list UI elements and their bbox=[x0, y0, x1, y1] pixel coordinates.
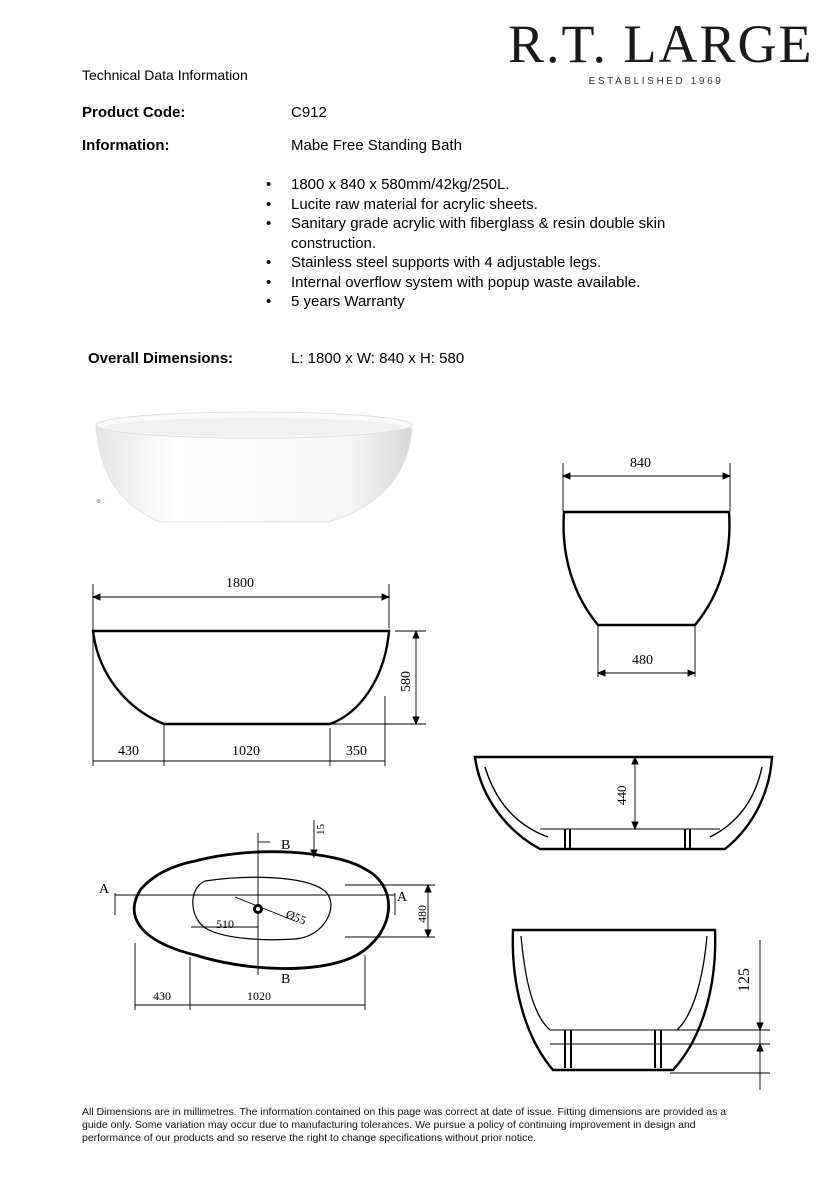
footer-disclaimer: All Dimensions are in millimetres. The information contained on this page was correct at date of issue. Fitting dimensions are provided as a guide only. Some variation may occur due to manufacturing tolerances. We pursue a policy of continuing improvement in design and performance of our products and so reserve the right to change specifications without prior notice. bbox=[82, 1106, 727, 1144]
overall-dimensions-label: Overall Dimensions: bbox=[88, 350, 234, 367]
section-marker-a-left: A bbox=[99, 882, 110, 897]
dim-leg-height: 125 bbox=[736, 968, 753, 992]
dim-side-left: 430 bbox=[118, 744, 139, 759]
dim-plan-left: 430 bbox=[153, 989, 171, 1003]
dim-plan-base: 1020 bbox=[247, 989, 271, 1003]
information-value: Mabe Free Standing Bath bbox=[291, 137, 462, 154]
section-a-drawing bbox=[470, 745, 780, 865]
brand-name: R.T. LARGE bbox=[508, 14, 814, 74]
dim-plan-drain-offset: 510 bbox=[216, 917, 234, 931]
brand-established: ESTABLISHED 1969 bbox=[588, 76, 724, 87]
side-elevation-drawing bbox=[80, 568, 430, 773]
spec-item: • Lucite raw material for acrylic sheets. bbox=[258, 195, 718, 215]
plan-view-drawing bbox=[95, 815, 445, 1015]
dim-plan-rim-offset: 15 bbox=[315, 824, 327, 835]
dim-side-height: 580 bbox=[399, 671, 414, 692]
information-label: Information: bbox=[82, 137, 170, 154]
spec-item: • 5 years Warranty bbox=[258, 292, 718, 312]
spec-list bbox=[258, 175, 718, 312]
document-title: Technical Data Information bbox=[82, 67, 248, 83]
bath-product-photo bbox=[90, 405, 420, 540]
dim-side-base: 1020 bbox=[232, 744, 260, 759]
spec-item: • Internal overflow system with popup waste available. bbox=[258, 273, 718, 293]
spec-item: • Sanitary grade acrylic with fiberglass & resin double skin construction. bbox=[258, 214, 718, 253]
overall-dimensions-value: L: 1800 x W: 840 x H: 580 bbox=[291, 350, 465, 367]
section-b-drawing bbox=[505, 920, 780, 1095]
dim-side-right: 350 bbox=[346, 744, 367, 759]
dim-end-width: 840 bbox=[630, 456, 651, 471]
section-marker-a-right: A bbox=[397, 890, 408, 905]
dim-plan-waste: Ø55 bbox=[283, 906, 309, 928]
spec-item: • Stainless steel supports with 4 adjustable legs. bbox=[258, 253, 718, 273]
spec-item: • 1800 x 840 x 580mm/42kg/250L. bbox=[258, 175, 718, 195]
product-code-label: Product Code: bbox=[82, 104, 186, 121]
dim-section-depth: 440 bbox=[614, 785, 629, 805]
product-code-value: C912 bbox=[291, 104, 327, 121]
brand-logo bbox=[508, 14, 814, 87]
end-elevation-drawing bbox=[550, 445, 750, 685]
dim-plan-inner-width: 480 bbox=[415, 905, 429, 923]
dim-end-base: 480 bbox=[632, 653, 653, 668]
svg-text:⊗ :: ⊗ : bbox=[96, 499, 105, 505]
section-marker-b-bottom: B bbox=[281, 972, 291, 987]
dim-side-length: 1800 bbox=[226, 576, 254, 591]
section-marker-b-top: B bbox=[281, 838, 291, 853]
